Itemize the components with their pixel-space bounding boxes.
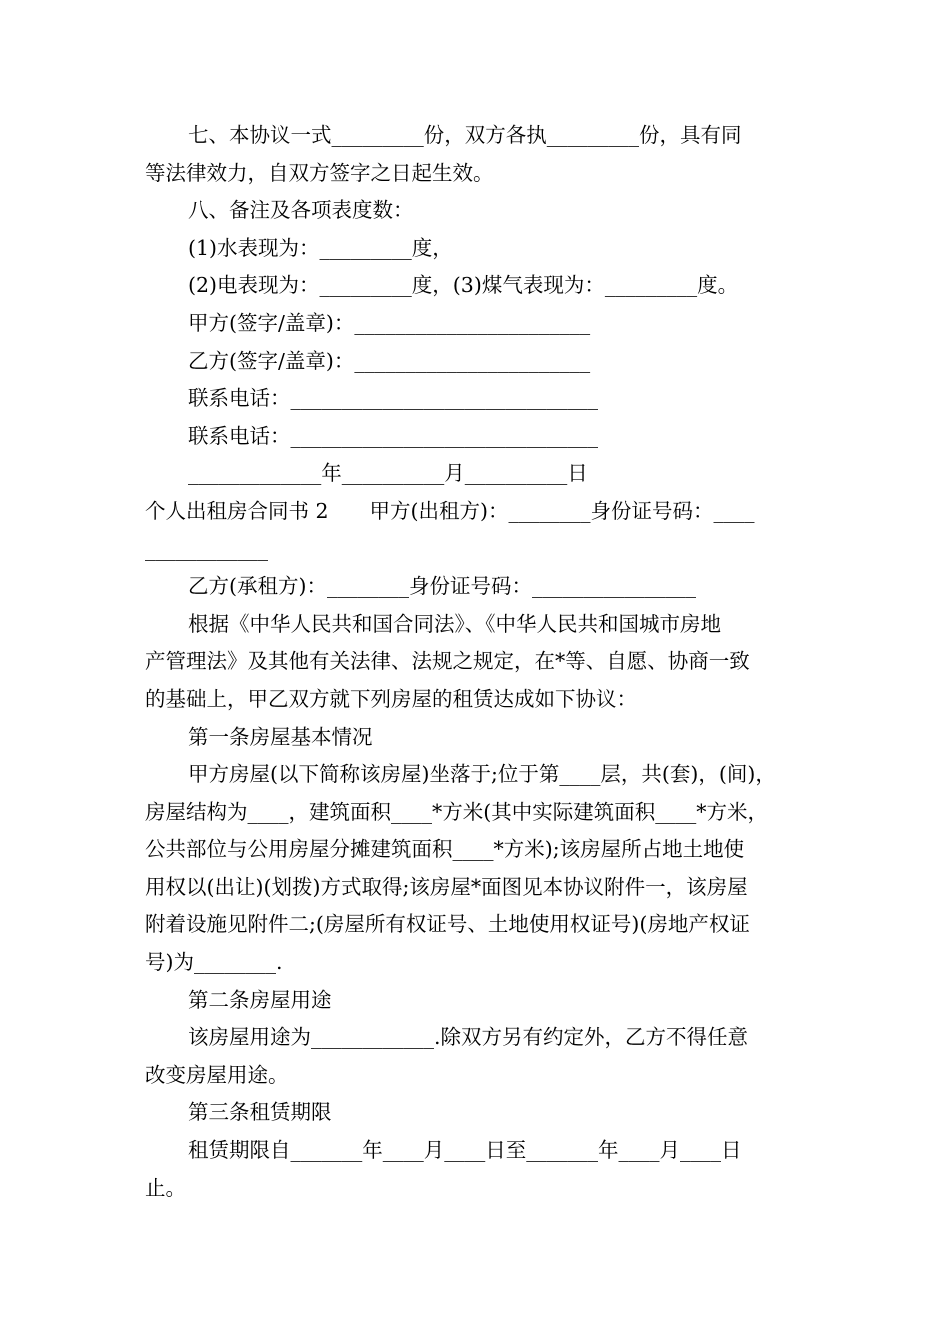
document-line: 根据《中华人民共和国合同法》、《中华人民共和国城市房地 bbox=[188, 611, 721, 636]
document-line: 改变房屋用途。 bbox=[145, 1062, 289, 1087]
document-line: 乙方(签字/盖章)：_______________________ bbox=[188, 348, 591, 373]
document-line: (1)水表现为：_________度， bbox=[188, 235, 453, 260]
document-line: 第一条房屋基本情况 bbox=[188, 724, 373, 749]
document-line: 公共部位与公用房屋分摊建筑面积____*方米);该房屋所占地土地使 bbox=[145, 837, 745, 862]
document-line: 个人出租房合同书 2 甲方(出租方)：________身份证号码：____ bbox=[145, 498, 755, 523]
document-line: 房屋结构为____，建筑面积____*方米(其中实际建筑面积____*方米， bbox=[145, 799, 768, 824]
document-line: 联系电话：______________________________ bbox=[188, 386, 598, 411]
document-line: _____________年__________月__________日 bbox=[188, 461, 588, 486]
document-line: 七、本协议一式_________份，双方各执_________份，具有同 bbox=[188, 123, 742, 147]
document-line: 该房屋用途为____________.除双方另有约定外，乙方不得任意 bbox=[188, 1025, 749, 1050]
document-line: 第三条租赁期限 bbox=[188, 1100, 332, 1125]
document-line: 甲方(签字/盖章)：_______________________ bbox=[188, 310, 591, 335]
document-line: 租赁期限自_______年____月____日至_______年____月____日 bbox=[188, 1138, 742, 1163]
document-line: 联系电话：______________________________ bbox=[188, 423, 598, 448]
document-line: 产管理法》及其他有关法律、法规之规定，在*等、自愿、协商一致 bbox=[145, 649, 750, 674]
document-line: 止。 bbox=[145, 1175, 186, 1200]
document-line: 的基础上，甲乙双方就下列房屋的租赁达成如下协议： bbox=[145, 686, 637, 711]
document-line: ____________ bbox=[145, 536, 268, 561]
document-line: (2)电表现为：_________度，(3)煤气表现为：_________度。 bbox=[188, 273, 739, 298]
document-line: 第二条房屋用途 bbox=[188, 987, 332, 1012]
document-line: 附着设施见附件二;(房屋所有权证号、土地使用权证号)(房地产权证 bbox=[145, 912, 750, 937]
document-line: 用权以(出让)(划拨)方式取得;该房屋*面图见本协议附件一，该房屋 bbox=[145, 874, 748, 899]
document-line: 号)为________. bbox=[145, 950, 283, 975]
document-line: 等法律效力，自双方签字之日起生效。 bbox=[145, 160, 494, 185]
document-line: 八、备注及各项表度数： bbox=[188, 198, 414, 223]
document-line: 甲方房屋(以下简称该房屋)坐落于;位于第____层，共(套)，(间)， bbox=[188, 762, 776, 787]
document-line: 乙方(承租方)：________身份证号码：________________ bbox=[188, 574, 696, 599]
document-body bbox=[145, 117, 815, 1207]
